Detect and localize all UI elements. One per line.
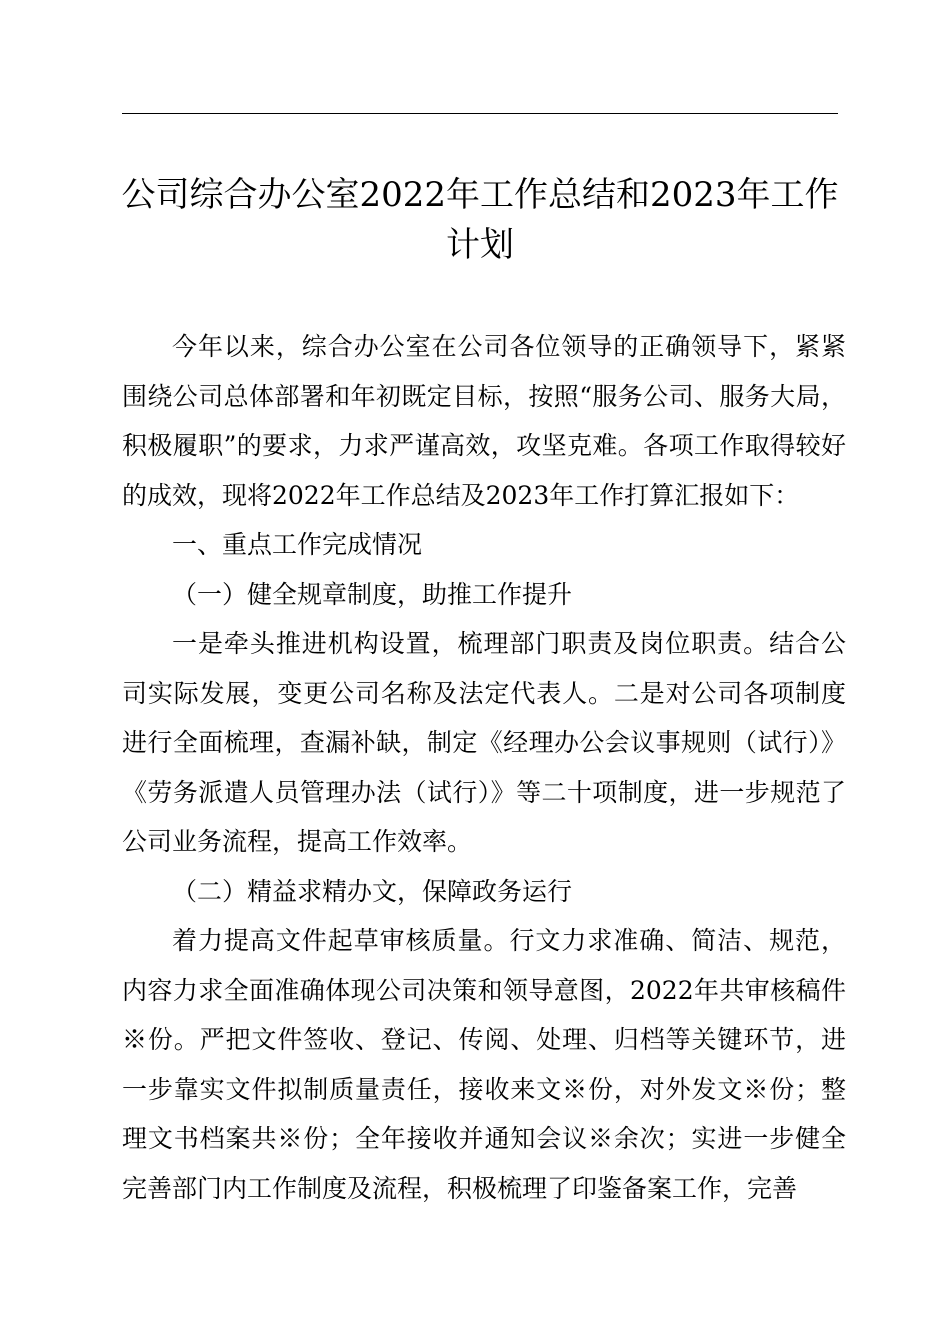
header-rule: [122, 113, 838, 114]
subsection-heading-1: （一）健全规章制度，助推工作提升: [172, 579, 573, 609]
document-body: [122, 322, 846, 1213]
section-heading-1: 一、重点工作完成情况: [172, 530, 423, 559]
paragraph-intro: 今年以来，综合办公室在公司各位领导的正确领导下，紧紧围绕公司总体部署和年初既定目标，按照“服务公司、服务大局，积极履职”的要求，力求严谨高效，攻坚克难。各项工作取得较好的成效，现将2022年工作总结及2023年工作打算汇报如下：: [122, 332, 846, 510]
document-title: 公司综合办公室2022年工作总结和2023年工作计划: [121, 175, 839, 265]
paragraph-documents: 着力提高文件起草审核质量。行文力求准确、简洁、规范，内容力求全面准确体现公司决策和领导意图，2022年共审核稿件※份。严把文件签收、登记、传阅、处理、归档等关键环节，进一步靠实文件拟制质量责任，接收来文※份，对外发文※份；整理文书档案共※份；全年接收并通知会议※余次；实进一步健全完善部门内工作制度及流程，积极梳理了印鉴备案工作，完善: [122, 926, 846, 1203]
paragraph-rules: 一是牵头推进机构设置，梳理部门职责及岗位职责。结合公司实际发展，变更公司名称及法定代表人。二是对公司各项制度进行全面梳理，查漏补缺，制定《经理办公会议事规则（试行）》《劳务派遣人员管理办法（试行）》等二十项制度，进一步规范了公司业务流程，提高工作效率。: [122, 629, 846, 856]
subsection-heading-2: （二）精益求精办文，保障政务运行: [172, 876, 573, 906]
